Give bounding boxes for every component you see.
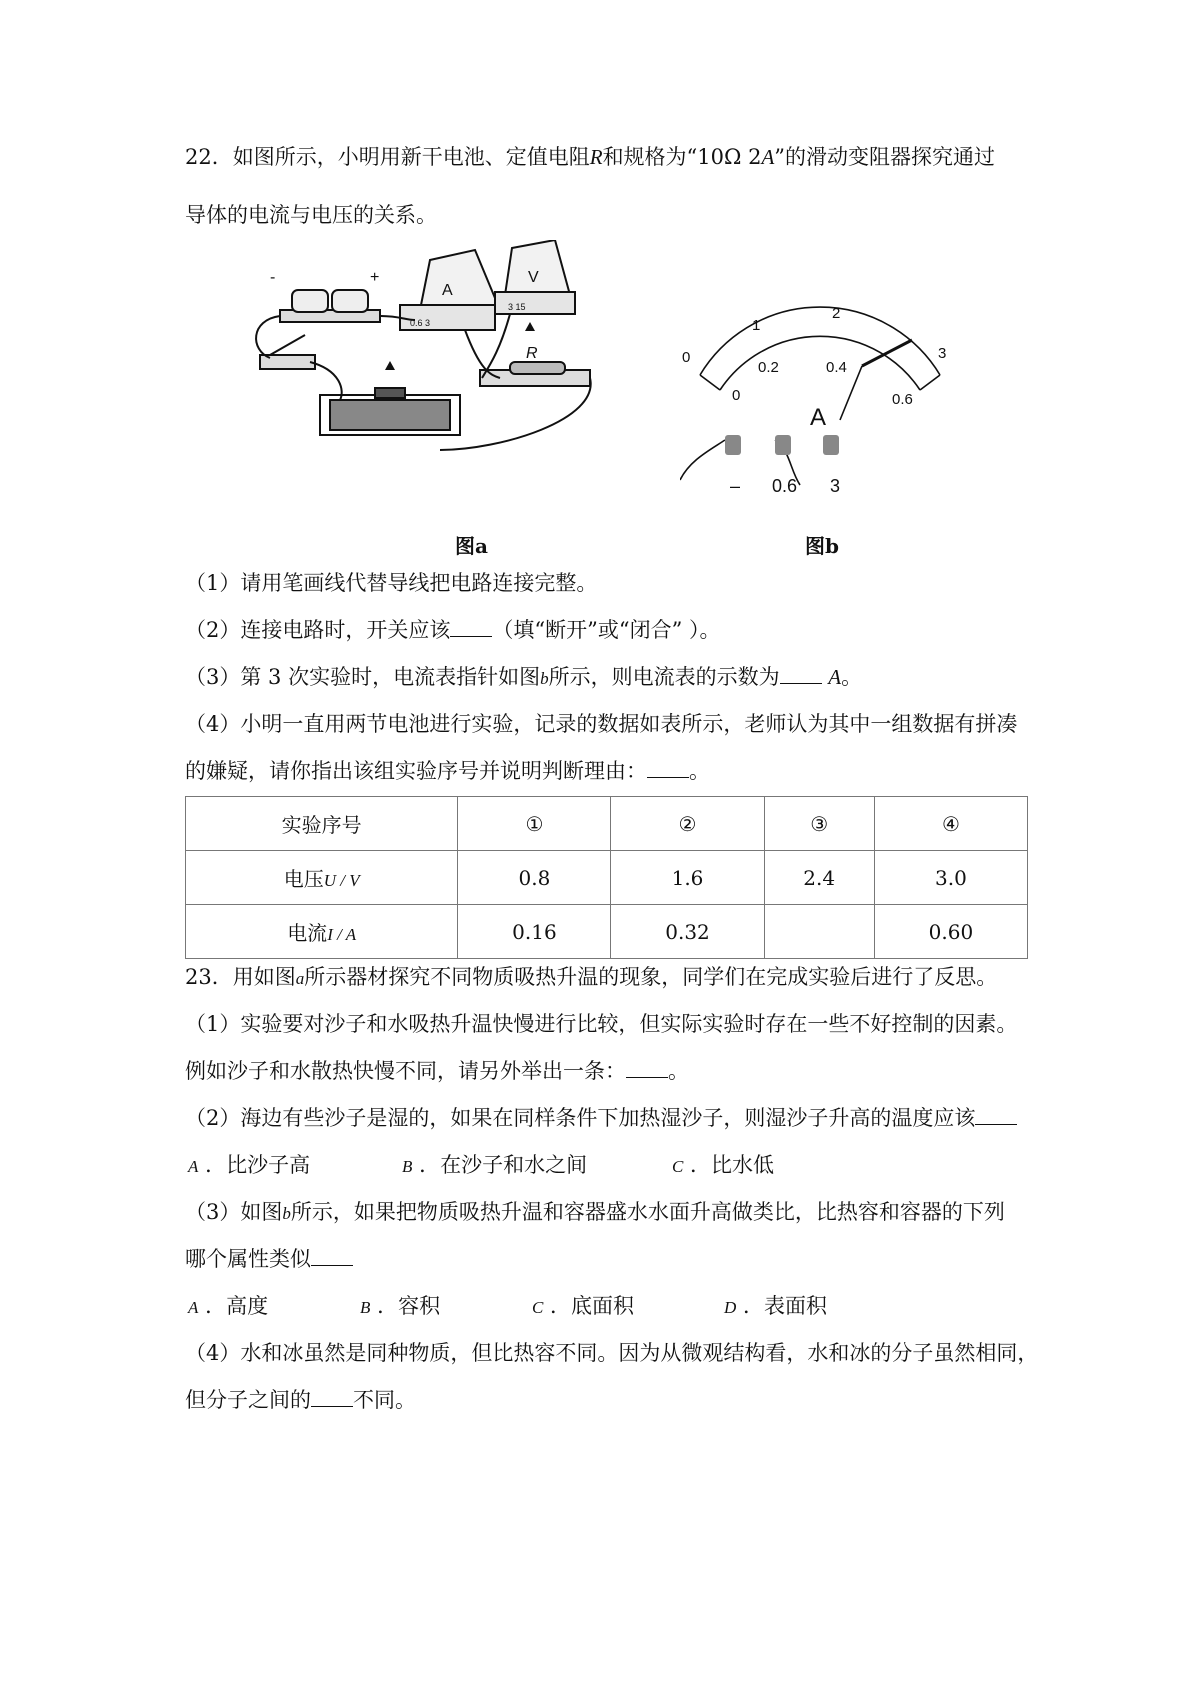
terminal-06-label: 0.6 <box>772 476 798 496</box>
q22-sub3-period: 。 <box>841 665 863 689</box>
battery-1 <box>292 290 328 312</box>
q23-text-a: 23．用如图 <box>185 965 296 989</box>
table-row <box>186 797 1028 851</box>
option-text: 底面积 <box>571 1294 635 1318</box>
table-cell: 0.8 <box>458 851 611 905</box>
terminal-3 <box>823 435 839 455</box>
q23-sub2-option-b[interactable]: B ．在沙子和水之间 <box>402 1153 588 1177</box>
q23-sub3-blank[interactable] <box>311 1245 353 1266</box>
table-cell[interactable] <box>764 905 874 959</box>
voltage-unit: U / V <box>323 871 360 890</box>
figure-b-caption: 图b <box>805 534 839 558</box>
dial-bottom-0: 0 <box>732 387 741 404</box>
q23-line1 <box>185 962 997 994</box>
voltmeter-base <box>495 292 575 314</box>
option-text: 表面积 <box>763 1294 827 1318</box>
blank-marker-2 <box>525 322 535 331</box>
dial-bottom-06: 0.6 <box>892 391 913 408</box>
circuit-figure-a <box>250 240 680 520</box>
terminal-06 <box>775 435 791 455</box>
data-table <box>185 796 1028 959</box>
dial-outer-arc <box>700 307 940 375</box>
switch-lever <box>270 335 305 355</box>
q22-sub3-text-c: 所示，则电流表的示数为 <box>548 665 780 689</box>
q23-sub2-option-c[interactable]: C ．比水低 <box>672 1153 775 1177</box>
rheostat-coil <box>330 400 450 430</box>
terminal-wire-minus <box>680 440 725 480</box>
table-cell: 0.16 <box>458 905 611 959</box>
q23-sub4-blank[interactable] <box>311 1386 353 1407</box>
q23-text-c: 所示器材探究不同物质吸热升温的现象，同学们在完成实验后进行了反思。 <box>304 965 998 989</box>
table-row <box>186 905 1028 959</box>
resistor-body <box>510 362 565 374</box>
dial-inner-arc <box>720 336 920 390</box>
dial-unit-label: A <box>810 404 827 431</box>
option-text: 在沙子和水之间 <box>440 1153 588 1177</box>
battery-minus-label: - <box>270 269 276 286</box>
q23-sub1-line1: （1）实验要对沙子和水吸热升温快慢进行比较，但实际实验时存在一些不好控制的因素。 <box>185 1012 1018 1036</box>
ammeter-label: A <box>442 282 453 299</box>
table-row <box>186 851 1028 905</box>
q23-sub3-option-b[interactable]: B ．容积 <box>360 1294 441 1318</box>
table-header-cell: 实验序号 <box>186 797 458 851</box>
current-label: 电流 <box>287 921 328 945</box>
voltmeter-body <box>505 240 570 295</box>
ammeter-terminals-label: 0.6 3 <box>410 318 431 328</box>
q22-sub4-period: 。 <box>689 759 710 783</box>
dial-top-1: 1 <box>752 317 761 334</box>
q23-sub3-line1 <box>185 1197 1005 1229</box>
q23-sub3-fig-b: b <box>282 1204 291 1223</box>
resistor-label: R <box>526 345 538 362</box>
table-header-cell: ④ <box>874 797 1027 851</box>
q22-text-b: 和规格为“10Ω 2 <box>602 145 762 169</box>
dial-right-edge <box>920 375 940 390</box>
q22-sub3-text-a: （3）第 3 次实验时，电流表指针如图 <box>185 665 541 689</box>
q22-sub4-blank[interactable] <box>647 757 689 778</box>
blank-marker-1 <box>385 361 395 370</box>
table-row-label <box>186 905 458 959</box>
voltmeter-label: V <box>528 269 539 286</box>
figure-a-caption: 图a <box>455 534 488 558</box>
voltmeter-terminals-label: 3 15 <box>508 302 526 312</box>
option-letter: D <box>724 1298 737 1317</box>
option-text: 高度 <box>226 1294 269 1318</box>
q23-sub3-line2 <box>185 1244 353 1274</box>
q23-sub2-text: （2）海边有些沙子是湿的，如果在同样条件下加热湿沙子，则湿沙子升高的温度应该 <box>185 1106 976 1130</box>
option-letter: A <box>188 1157 199 1176</box>
q22-line1 <box>185 142 995 172</box>
dial-top-0: 0 <box>682 349 691 366</box>
ammeter-body <box>420 250 500 310</box>
terminal-minus <box>725 435 741 455</box>
q22-unit-a: A <box>761 145 775 169</box>
dial-needle <box>862 340 912 366</box>
option-letter: B <box>402 1157 413 1176</box>
option-letter: C <box>672 1157 684 1176</box>
q23-sub2-blank[interactable] <box>975 1104 1017 1125</box>
q22-line2: 导体的电流与电压的关系。 <box>185 203 437 227</box>
q23-sub1-period: 。 <box>668 1059 689 1083</box>
q22-sub4-line2 <box>185 756 710 786</box>
table-cell: 0.32 <box>611 905 764 959</box>
dial-top-3: 3 <box>938 345 947 362</box>
q22-sub2-text-b: （填“断开”或“闭合” ）。 <box>492 618 721 642</box>
q23-sub3-option-a[interactable]: A ．高度 <box>188 1294 269 1318</box>
q23-fig-a: a <box>295 969 305 988</box>
table-header-cell: ③ <box>764 797 874 851</box>
voltage-label: 电压 <box>283 867 324 891</box>
q23-sub4-text-b: 不同。 <box>353 1388 416 1412</box>
q22-sub3-unit: A <box>828 665 842 689</box>
rheostat-slider <box>375 388 405 398</box>
terminal-3-label: 3 <box>830 476 841 496</box>
q22-sub2-text-a: （2）连接电路时，开关应该 <box>185 618 451 642</box>
current-unit: I / A <box>327 925 357 944</box>
q23-sub3-option-d[interactable]: D ．表面积 <box>724 1294 827 1318</box>
wire-6 <box>440 378 591 450</box>
q22-sub2-blank[interactable] <box>450 616 492 637</box>
q23-sub3-text-a: （3）如图 <box>185 1200 283 1224</box>
table-cell: 1.6 <box>611 851 764 905</box>
dial-bottom-02: 0.2 <box>758 359 779 376</box>
q22-sub1: （1）请用笔画线代替导线把电路连接完整。 <box>185 571 598 595</box>
q22-sub2 <box>185 615 721 645</box>
ammeter-dial-figure-b <box>680 300 960 510</box>
q23-sub1-text: 例如沙子和水散热快慢不同，请另外举出一条： <box>185 1059 626 1083</box>
q23-sub1-line2 <box>185 1056 689 1086</box>
option-letter: C <box>532 1298 544 1317</box>
q23-sub3-text-c: 所示，如果把物质吸热升温和容器盛水水面升高做类比，比热容和容器的下列 <box>290 1200 1005 1224</box>
table-row-label <box>186 851 458 905</box>
table-cell: 3.0 <box>874 851 1027 905</box>
option-text: 比沙子高 <box>226 1153 311 1177</box>
dial-top-2: 2 <box>832 305 841 322</box>
table-header-cell: ② <box>611 797 764 851</box>
q23-sub3-option-c[interactable]: C ．底面积 <box>532 1294 635 1318</box>
q22-sub3-fig-b: b <box>540 669 549 688</box>
q22-var-r: R <box>589 145 603 169</box>
battery-plus-label: + <box>370 269 380 286</box>
option-letter: A <box>188 1298 199 1317</box>
q22-text-c: ”的滑动变阻器探究通过 <box>774 145 996 169</box>
q22-sub3 <box>185 662 862 694</box>
battery-2 <box>332 290 368 312</box>
q23-sub4-line2 <box>185 1385 416 1415</box>
table-header-cell: ① <box>458 797 611 851</box>
option-letter: B <box>360 1298 371 1317</box>
q22-sub4-text: 的嫌疑，请你指出该组实验序号并说明判断理由： <box>185 759 647 783</box>
q23-sub3-l2-text: 哪个属性类似 <box>185 1247 311 1271</box>
q23-sub2 <box>185 1103 1017 1133</box>
q22-text-a: 22．如图所示，小明用新干电池、定值电阻 <box>185 145 590 169</box>
terminal-minus-label: – <box>730 476 741 496</box>
option-text: 比水低 <box>711 1153 775 1177</box>
q23-sub2-option-a[interactable]: A ．比沙子高 <box>188 1153 311 1177</box>
option-text: 容积 <box>398 1294 441 1318</box>
table-cell: 0.60 <box>874 905 1027 959</box>
dial-left-edge <box>700 375 720 390</box>
q23-sub1-blank[interactable] <box>626 1057 668 1078</box>
q22-sub3-blank[interactable] <box>780 663 822 684</box>
q22-sub4-line1: （4）小明一直用两节电池进行实验，记录的数据如表所示，老师认为其中一组数据有拼凑 <box>185 712 1018 736</box>
dial-bottom-04: 0.4 <box>826 359 847 376</box>
q23-sub4-line1: （4）水和冰虽然是同种物质，但比热容不同。因为从微观结构看，水和冰的分子虽然相同， <box>185 1341 1039 1365</box>
table-cell: 2.4 <box>764 851 874 905</box>
q23-sub4-text-a: 但分子之间的 <box>185 1388 311 1412</box>
